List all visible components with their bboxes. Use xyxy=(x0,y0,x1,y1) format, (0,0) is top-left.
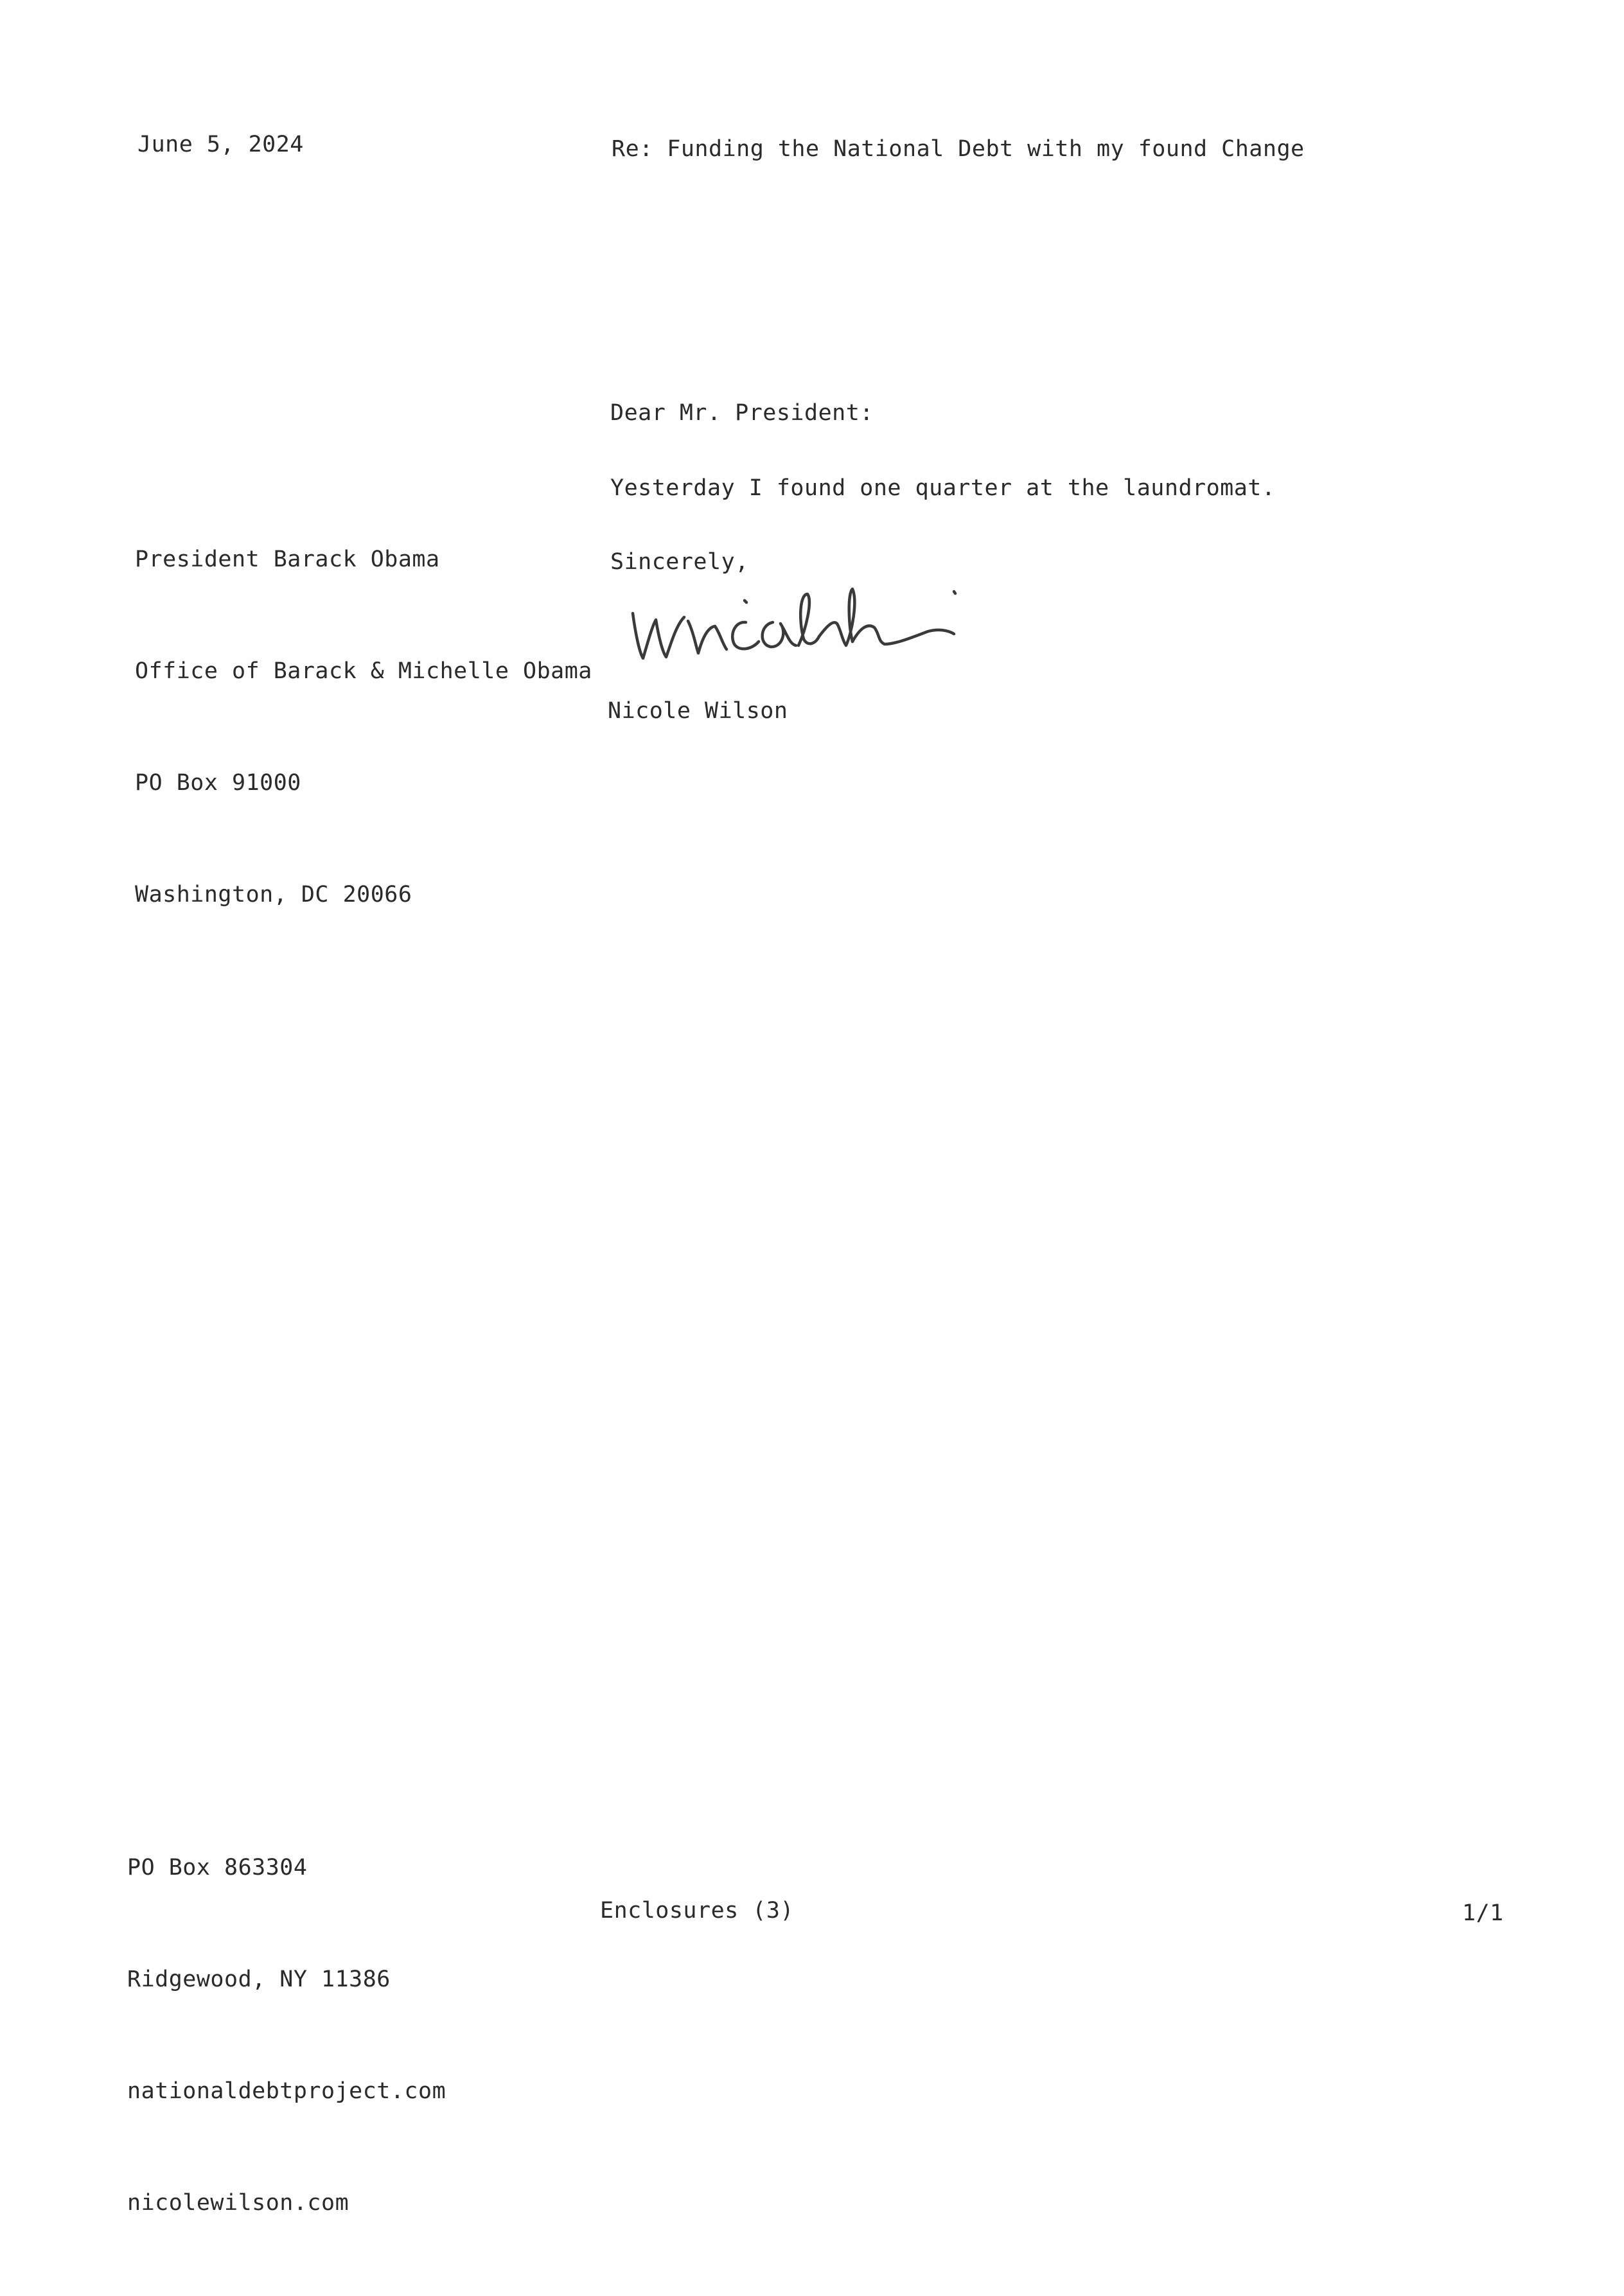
subject-line: Re: Funding the National Debt with my found Change xyxy=(612,136,1305,162)
sender-po-box: PO Box 863304 xyxy=(127,1855,308,1880)
closing: Sincerely, xyxy=(610,549,749,575)
recipient-office: Office of Barack & Michelle Obama xyxy=(135,658,592,684)
letter-body: Yesterday I found one quarter at the laundromat. xyxy=(610,475,1276,501)
page-number: 1/1 xyxy=(1462,1900,1504,1926)
recipient-city: Washington, DC 20066 xyxy=(135,882,412,907)
letter-date: June 5, 2024 xyxy=(137,132,304,157)
sender-name: Nicole Wilson xyxy=(608,698,788,724)
sender-contact-block xyxy=(127,1775,446,2296)
recipient-po-box: PO Box 91000 xyxy=(135,770,301,796)
website-nicole-wilson: nicolewilson.com xyxy=(127,2190,349,2216)
recipient-name: President Barack Obama xyxy=(135,547,440,572)
salutation: Dear Mr. President: xyxy=(610,400,874,426)
enclosures-note: Enclosures (3) xyxy=(600,1898,795,1924)
sender-city: Ridgewood, NY 11386 xyxy=(127,1967,391,1992)
handwritten-signature-icon xyxy=(626,575,973,678)
recipient-address xyxy=(135,466,592,988)
website-national-debt-project: nationaldebtproject.com xyxy=(127,2078,446,2104)
